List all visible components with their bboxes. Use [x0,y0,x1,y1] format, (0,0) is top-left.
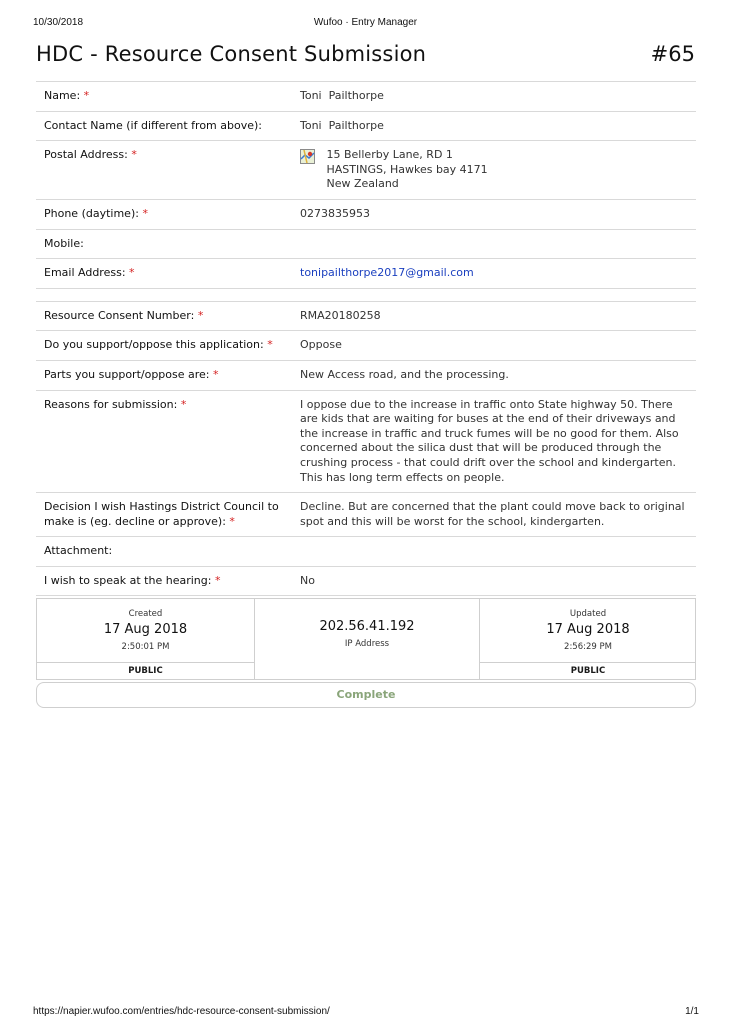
field-row-decision [36,493,696,537]
map-icon[interactable] [300,149,315,164]
address-block [327,148,488,192]
required-marker: * [131,148,137,162]
required-marker: * [197,308,204,322]
attachment-value [292,537,696,567]
print-url: https://napier.wufoo.com/entries/hdc-resource-consent-submission/ [33,1006,330,1017]
print-page-title: Wufoo · Entry Manager [313,17,418,28]
reasons-value: I oppose due to the increase in traffic onto State highway 50. There are kids that are waiting for buses at the end of their driveways and the increase in traffic and truck fumes will be no good for them. Also concerned about the silica dust that will be produced through the crushing process - that could drift over the school and kindergarten. This has long term effects on people. [292,390,696,493]
ip-address-value: 202.56.41.192 [319,619,415,634]
address-line-1: 15 Bellerby Lane, RD 1 [326,148,453,162]
created-time: 2:50:01 PM [121,642,170,652]
field-label: Resource Consent Number: * [36,301,292,331]
consent-number-value: RMA20180258 [292,301,696,331]
email-link[interactable]: tonipailthorpe2017@gmail.com [300,266,474,280]
support-oppose-value: Oppose [292,331,696,361]
form-title: HDC - Resource Consent Submission [36,42,427,66]
print-date: 10/30/2018 [33,17,84,28]
speak-value: No [292,566,696,596]
parts-value: New Access road, and the processing. [292,360,696,390]
ip-address-label: IP Address [344,639,390,649]
created-label: Created [128,609,163,619]
field-label: Decision I wish Hastings District Council to make is (eg. decline or approve): * [36,493,292,537]
field-row-speak [36,566,696,596]
updated-block [479,599,696,679]
print-header [0,17,731,31]
required-marker: * [267,338,273,352]
entry-fields-table [36,81,696,596]
address-line-2: HASTINGS, Hawkes bay 4171 [326,162,488,176]
field-row-reasons [36,390,696,493]
updated-time: 2:56:29 PM [564,642,612,652]
entry-number: #65 [650,42,695,66]
section-divider [36,288,696,301]
page-number: 1/1 [685,1006,699,1017]
field-label: Email Address: * [36,259,292,289]
field-label: Name: * [36,82,292,112]
updated-label: Updated [569,609,607,619]
created-block [37,599,255,679]
field-row-name [36,82,696,112]
postal-address-value [292,141,696,200]
phone-value: 0273835953 [292,199,696,229]
field-row-attachment [36,537,696,567]
contact-name-value: Toni Pailthorpe [292,111,696,141]
field-label: Parts you support/oppose are: * [36,360,292,390]
print-footer [0,1006,731,1020]
field-label: Mobile: [36,229,292,259]
field-row-parts [36,360,696,390]
address-line-3: New Zealand [326,177,399,191]
field-row-phone [36,199,696,229]
field-label: Phone (daytime): * [36,199,292,229]
required-marker: * [229,514,235,528]
status-complete-button[interactable]: Complete [36,682,696,708]
field-label: Contact Name (if different from above): [36,111,292,141]
field-row-mobile [36,229,696,259]
field-label: Do you support/oppose this application: * [36,331,292,361]
field-row-consent-number [36,301,696,331]
updated-visibility: PUBLIC [480,662,696,679]
field-label: Attachment: [36,537,292,567]
decision-value: Decline. But are concerned that the plant could move back to original spot and this will be worst for the school, kindergarten. [292,493,696,537]
field-label: Postal Address: * [36,141,292,200]
field-row-postal-address [36,141,696,200]
field-row-email [36,259,696,289]
created-visibility: PUBLIC [37,662,254,679]
field-row-contact-name [36,111,696,141]
required-marker: * [213,367,219,381]
required-marker: * [214,573,221,587]
name-value: Toni Pailthorpe [292,82,696,112]
field-row-support-oppose [36,331,696,361]
ip-block [255,599,479,679]
field-label: Reasons for submission: * [36,390,292,493]
created-date: 17 Aug 2018 [103,622,188,637]
field-label: I wish to speak at the hearing: * [36,566,292,596]
mobile-value [292,229,696,259]
updated-date: 17 Aug 2018 [546,622,630,637]
required-marker: * [83,89,90,102]
form-header [36,42,696,70]
required-marker: * [129,266,135,280]
entry-meta-box [36,598,696,680]
required-marker: * [180,397,187,411]
required-marker: * [142,206,148,220]
